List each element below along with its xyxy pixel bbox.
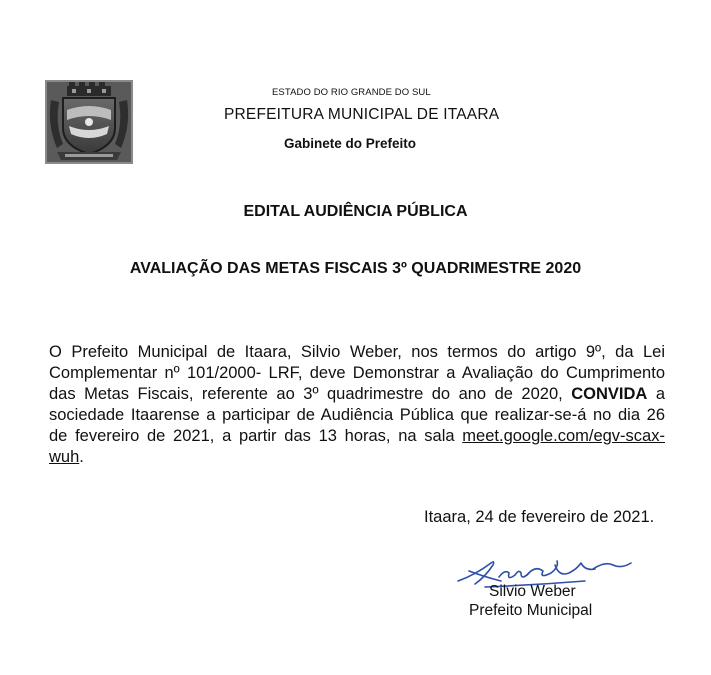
document-title: EDITAL AUDIÊNCIA PÚBLICA — [243, 203, 468, 220]
signatory-role: Prefeito Municipal — [469, 602, 593, 619]
body-text-details: a sociedade Itaarense a participar de Audiência Pública que realizar-se-á no dia 26 de fevereiro de 2021, a partir das 13 horas, na sala — [49, 385, 666, 445]
body-text-intro: O Prefeito Municipal de Itaara, Silvio Weber, nos termos do artigo 9º, da Lei Complementar nº 101/2000- LRF, deve Demonstrar a Avaliação do Cumprimento das Metas Fiscais, referente ao 3º quadrimestre do ano de 2020, — [49, 343, 665, 403]
place-and-date: Itaara, 24 de fevereiro de 2021. — [424, 508, 655, 526]
municipal-coat-of-arms-icon — [45, 80, 133, 164]
prefecture-name: PREFEITURA MUNICIPAL DE ITAARA — [224, 106, 500, 123]
body-text-convida: CONVIDA — [571, 385, 648, 403]
signatory-name: Silvio Weber — [489, 583, 576, 600]
body-text-end: . — [79, 448, 84, 466]
office-name: Gabinete do Prefeito — [284, 136, 417, 151]
document-subtitle: AVALIAÇÃO DAS METAS FISCAIS 3º QUADRIMESTRE 2020 — [129, 260, 582, 277]
notice-body — [49, 342, 665, 468]
meeting-link[interactable]: meet.google.com/egv-scax-wuh — [49, 427, 665, 466]
state-name: ESTADO DO RIO GRANDE DO SUL — [272, 87, 431, 98]
